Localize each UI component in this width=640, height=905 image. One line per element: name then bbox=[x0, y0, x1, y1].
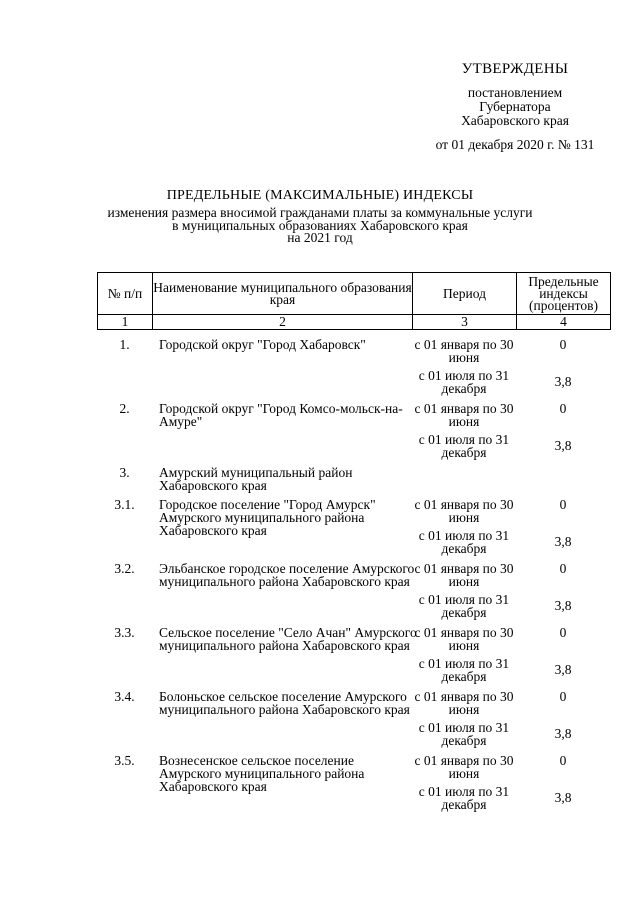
table-row bbox=[97, 367, 610, 400]
table-row bbox=[97, 431, 610, 464]
row-number: 3. bbox=[119, 465, 130, 480]
row-index: 3,8 bbox=[554, 534, 572, 549]
column-number: 3 bbox=[413, 315, 517, 330]
row-number: 3.4. bbox=[114, 689, 135, 704]
table-row bbox=[97, 624, 610, 655]
row-number: 3.3. bbox=[114, 625, 135, 640]
approval-line: Губернатора bbox=[479, 99, 551, 114]
row-period: с 01 июля по 31 декабря bbox=[418, 656, 510, 684]
row-period: с 01 января по 30 июня bbox=[414, 497, 514, 525]
row-period: с 01 июля по 31 декабря bbox=[418, 368, 510, 396]
row-period: с 01 июля по 31 декабря bbox=[418, 784, 510, 812]
row-number: 3.1. bbox=[114, 497, 135, 512]
row-name: Городской округ "Город Хабаровск" bbox=[159, 337, 366, 352]
subtitle-line: в муниципальных образованиях Хабаровского края bbox=[172, 217, 468, 233]
row-period: с 01 января по 30 июня bbox=[414, 689, 514, 717]
table-row bbox=[97, 496, 610, 538]
row-number: 3.5. bbox=[114, 753, 135, 768]
row-period: с 01 января по 30 июня bbox=[414, 625, 514, 653]
approval-line: постановлением bbox=[467, 85, 563, 100]
row-index: 3,8 bbox=[554, 438, 572, 453]
row-name: Болоньское сельское поселение Амурского муниципального района Хабаровского края bbox=[159, 689, 410, 717]
row-name: Вознесенское сельское поселение Амурского муниципального района Хабаровского края bbox=[159, 753, 365, 794]
row-period: с 01 января по 30 июня bbox=[414, 561, 514, 589]
row-index: 0 bbox=[559, 561, 567, 576]
row-name: Сельское поселение "Село Ачан" Амурского муниципального района Хабаровского края bbox=[159, 625, 417, 653]
approval-date: от 01 декабря 2020 г. № 131 bbox=[435, 137, 595, 152]
index-table-header bbox=[97, 272, 611, 330]
row-name: Амурский муниципальный район Хабаровского края bbox=[159, 465, 353, 493]
row-name: Городской округ "Город Комсо-мольск-на-Амуре" bbox=[159, 401, 403, 429]
row-name: Эльбанское городское поселение Амурского муниципального района Хабаровского края bbox=[159, 561, 415, 589]
row-index: 0 bbox=[559, 497, 567, 512]
row-number: 1. bbox=[119, 337, 130, 352]
row-period: с 01 июля по 31 декабря bbox=[418, 432, 510, 460]
subtitle-line: на 2021 год bbox=[287, 230, 353, 245]
row-index: 3,8 bbox=[554, 662, 572, 677]
row-period: с 01 июля по 31 декабря bbox=[418, 528, 510, 556]
subtitle-line: изменения размера вносимой гражданами платы за коммунальные услуги bbox=[107, 205, 533, 220]
table-row bbox=[97, 464, 610, 496]
column-number: 4 bbox=[517, 315, 611, 330]
approval-title: УТВЕРЖДЕНЫ bbox=[461, 61, 569, 77]
table-row bbox=[97, 336, 610, 367]
row-name: Городское поселение "Город Амурск" Амурского муниципального района Хабаровского края bbox=[159, 497, 376, 538]
row-index: 3,8 bbox=[554, 790, 572, 805]
header-number: № п/п bbox=[98, 273, 153, 315]
row-index: 0 bbox=[559, 625, 567, 640]
row-index: 0 bbox=[559, 401, 567, 416]
header-name: Наименование муниципального образования края bbox=[153, 273, 413, 315]
row-index: 3,8 bbox=[554, 598, 572, 613]
table-row bbox=[97, 688, 610, 719]
index-table-body bbox=[97, 336, 610, 816]
row-period: с 01 июля по 31 декабря bbox=[418, 592, 510, 620]
column-number: 2 bbox=[153, 315, 413, 330]
approval-line: Хабаровского края bbox=[461, 113, 569, 128]
document-subtitle bbox=[80, 207, 560, 245]
row-number: 3.2. bbox=[114, 561, 135, 576]
table-row bbox=[97, 527, 610, 560]
table-row bbox=[97, 783, 610, 816]
header-index: Предельные индексы (процентов) bbox=[517, 273, 611, 315]
table-row bbox=[97, 655, 610, 688]
row-index: 0 bbox=[559, 689, 567, 704]
row-period: с 01 января по 30 июня bbox=[414, 337, 514, 365]
row-index: 3,8 bbox=[554, 374, 572, 389]
row-number: 2. bbox=[119, 401, 130, 416]
approval-block bbox=[420, 62, 610, 152]
row-period: с 01 января по 30 июня bbox=[414, 753, 514, 781]
column-number: 1 bbox=[98, 315, 153, 330]
table-row bbox=[97, 400, 610, 431]
row-index: 3,8 bbox=[554, 726, 572, 741]
row-index: 0 bbox=[559, 753, 567, 768]
document-title: ПРЕДЕЛЬНЫЕ (МАКСИМАЛЬНЫЕ) ИНДЕКСЫ bbox=[166, 188, 474, 203]
table-row bbox=[97, 560, 610, 591]
table-row bbox=[97, 752, 610, 794]
row-index: 0 bbox=[559, 337, 567, 352]
table-row bbox=[97, 719, 610, 752]
table-row bbox=[97, 591, 610, 624]
row-period: с 01 июля по 31 декабря bbox=[418, 720, 510, 748]
row-period: с 01 января по 30 июня bbox=[414, 401, 514, 429]
header-period: Период bbox=[413, 273, 517, 315]
